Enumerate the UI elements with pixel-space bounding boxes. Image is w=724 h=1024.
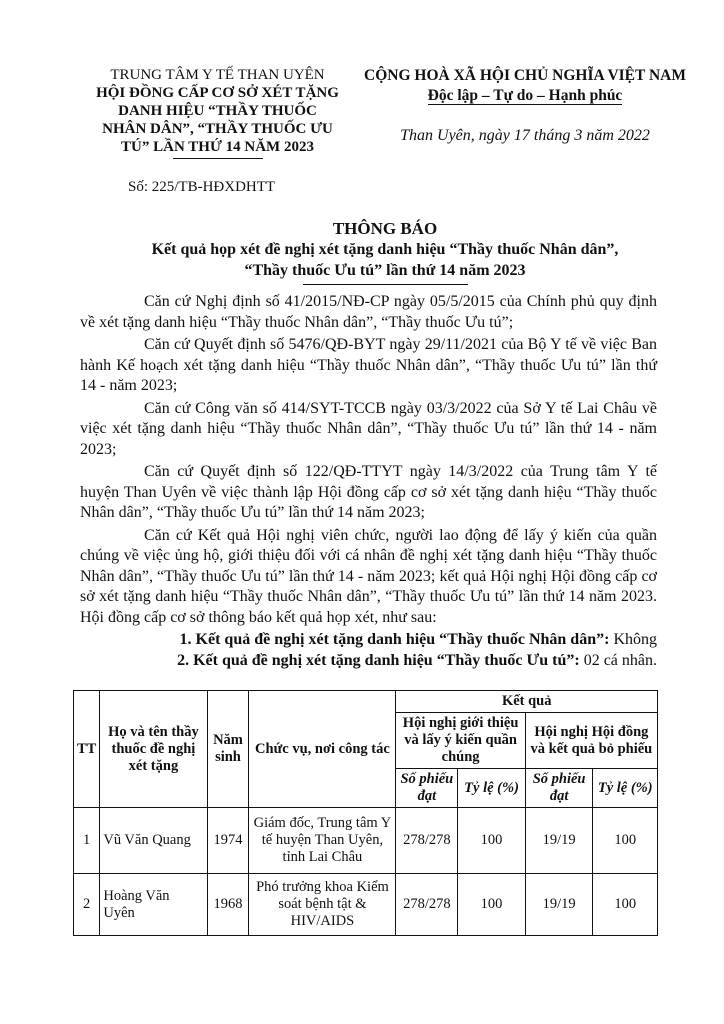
cell-votes-2: 19/19 xyxy=(525,808,593,874)
result-1: 1. Kết quả đề nghị xét tặng danh hiệu “Thầy thuốc Nhân dân”: Không xyxy=(179,631,657,648)
issue-date: Than Uyên, ngày 17 tháng 3 năm 2022 xyxy=(400,127,650,144)
header-position: Chức vụ, nơi công tác xyxy=(249,691,396,808)
cell-rate-2: 100 xyxy=(593,874,658,936)
org-line: TRUNG TÂM Y TẾ THAN UYÊN xyxy=(110,67,325,83)
council-line-1: HỘI ĐỒNG CẤP CƠ SỞ XÉT TẶNG xyxy=(96,85,339,101)
header-votes-2: Số phiếu đạt xyxy=(525,769,593,808)
header-votes-1: Số phiếu đạt xyxy=(396,769,458,808)
cell-year: 1968 xyxy=(207,874,249,936)
header-name: Họ và tên thầy thuốc đề nghị xét tặng xyxy=(100,691,207,808)
results-table xyxy=(73,690,658,936)
paragraph: Căn cứ Kết quả Hội nghị viên chức, người lao động để lấy ý kiến của quần chúng về việc ủng hộ, giới thiệu đối với cá nhân đề nghị xét tặng danh hiệu “Thầy thuốc Nhân dân”, “Thầy thuốc Ưu tú” lần thứ 14 - năm 2023; kết quả Hội nghị Hội đồng cấp cơ sở xét tặng danh hiệu “Thầy thuốc Nhân dân”, “Thầy thuốc Ưu tú” lần thứ 14 năm 2023. Hội đồng cấp cơ sở thông báo kết quả họp xét, như sau: xyxy=(80,526,657,626)
result-2: 2. Kết quả đề nghị xét tặng danh hiệu “Thầy thuốc Ưu tú”: 02 cá nhân. xyxy=(177,651,657,669)
cell-tt: 2 xyxy=(74,874,100,936)
document-title xyxy=(80,218,690,285)
paragraph: Căn cứ Quyết định số 5476/QĐ-BYT ngày 29/11/2021 của Bộ Y tế về việc Ban hành Kế hoạch xét tặng danh hiệu “Thầy thuốc Nhân dân”, “Thầy thuốc Ưu tú” lần thứ 14 - năm 2023; xyxy=(80,336,657,394)
paragraph: Căn cứ Công văn số 414/SYT-TCCB ngày 03/3/2022 của Sở Y tế Lai Châu về việc xét tặng danh hiệu “Thầy thuốc Nhân dân”, “Thầy thuốc Ưu tú” lần thứ 14 - năm 2023; xyxy=(80,399,657,458)
header-council: Hội nghị Hội đồng và kết quả bỏ phiếu xyxy=(525,713,657,769)
cell-name: Hoàng Văn Uyên xyxy=(100,874,207,936)
title-sub-2: “Thầy thuốc Ưu tú” lần thứ 14 năm 2023 xyxy=(244,262,526,279)
header-result: Kết quả xyxy=(396,691,658,713)
national-heading xyxy=(360,66,690,106)
council-line-2: DANH HIỆU “THẦY THUỐC xyxy=(118,103,317,119)
cell-votes-1: 278/278 xyxy=(396,808,458,874)
cell-rate-1: 100 xyxy=(458,808,525,874)
paragraph: Căn cứ Quyết định số 122/QĐ-TTYT ngày 14/3/2022 của Trung tâm Y tế huyện Than Uyên về việc thành lập Hội đồng cấp cơ sở xét tặng danh hiệu “Thầy thuốc Nhân dân”, “Thầy thuốc Ưu tú” lần thứ 14 năm 2023; xyxy=(80,463,657,521)
cell-rate-2: 100 xyxy=(593,808,658,874)
paragraph: Căn cứ Nghị định số 41/2015/NĐ-CP ngày 05/5/2015 của Chính phủ quy định về xét tặng danh hiệu “Thầy thuốc Nhân dân”, “Thầy thuốc Ưu tú”; xyxy=(80,293,657,331)
title-underline xyxy=(303,284,468,285)
header-rate-2: Tỷ lệ (%) xyxy=(593,769,658,808)
council-line-4: TÚ” LẦN THỨ 14 NĂM 2023 xyxy=(121,139,314,155)
motto: Độc lập – Tự do – Hạnh phúc xyxy=(427,87,623,104)
document-body xyxy=(80,292,657,671)
cell-position: Giám đốc, Trung tâm Y tế huyện Than Uyên, tỉnh Lai Châu xyxy=(249,808,396,874)
cell-year: 1974 xyxy=(207,808,249,874)
cell-votes-1: 278/278 xyxy=(396,874,458,936)
document-number: Số: 225/TB-HĐXDHTT xyxy=(128,179,276,195)
header-year: Năm sinh xyxy=(207,691,249,808)
header-rate-1: Tỷ lệ (%) xyxy=(458,769,525,808)
council-line-3: NHÂN DÂN”, “THẦY THUỐC ƯU xyxy=(102,121,333,137)
cell-name: Vũ Văn Quang xyxy=(100,808,207,874)
header-tt: TT xyxy=(74,691,100,808)
cell-votes-2: 19/19 xyxy=(525,874,593,936)
agency-underline xyxy=(173,158,263,159)
header-conference: Hội nghị giới thiệu và lấy ý kiến quần chúng xyxy=(396,713,525,769)
cell-tt: 1 xyxy=(74,808,100,874)
nation-name: CỘNG HOÀ XÃ HỘI CHỦ NGHĨA VIỆT NAM xyxy=(364,67,686,84)
table-row xyxy=(74,808,658,874)
title-main: THÔNG BÁO xyxy=(332,219,438,238)
cell-rate-1: 100 xyxy=(458,874,525,936)
table-row xyxy=(74,874,658,936)
issuing-agency xyxy=(80,66,355,159)
title-sub-1: Kết quả họp xét đề nghị xét tặng danh hiệu “Thầy thuốc Nhân dân”, xyxy=(151,241,619,258)
cell-position: Phó trưởng khoa Kiểm soát bệnh tật & HIV/AIDS xyxy=(249,874,396,936)
